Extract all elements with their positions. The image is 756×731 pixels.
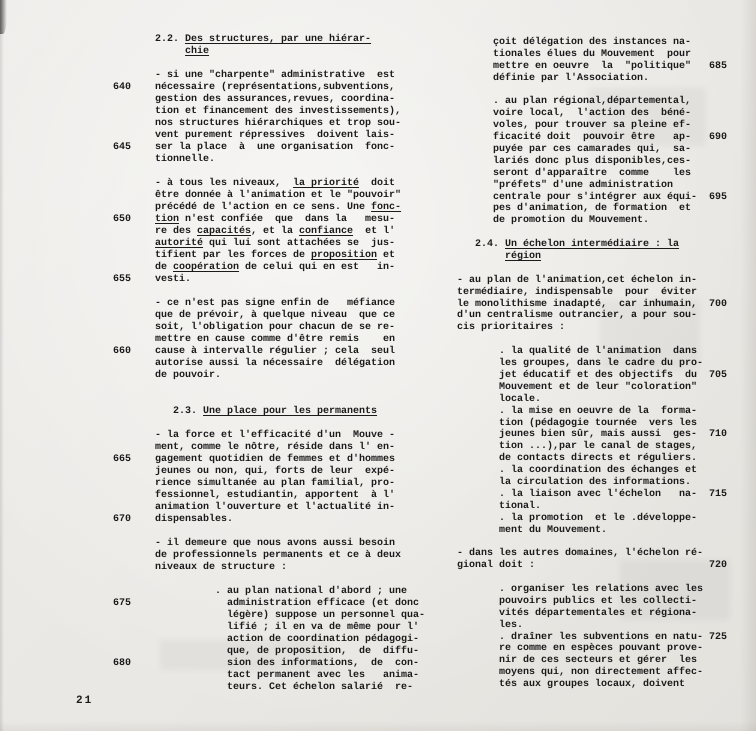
margin-line-number: 670 bbox=[113, 514, 132, 525]
page-number: 21 bbox=[76, 695, 94, 707]
text-line-row bbox=[113, 538, 425, 550]
text-line-row bbox=[113, 394, 425, 406]
text-line: tés aux groupes locaux, doivent bbox=[457, 679, 686, 691]
margin-line-number: 640 bbox=[113, 82, 132, 93]
text-line-row bbox=[457, 108, 727, 120]
text-line: 2.2. Des structures, par une hiérar- bbox=[155, 34, 372, 45]
text-line-row bbox=[457, 227, 727, 239]
text-line-row bbox=[113, 550, 425, 562]
text-line: nir de ces secteurs et gérer les bbox=[457, 655, 698, 667]
text-line-row bbox=[113, 382, 425, 394]
margin-line-number: 725 bbox=[709, 631, 728, 643]
text-line: que, de proposition, de diffu- bbox=[155, 646, 420, 657]
text-line: tion (pédagogie tournée vers les bbox=[457, 417, 698, 429]
text-line-row bbox=[457, 572, 727, 584]
text-line-row bbox=[457, 180, 727, 192]
text-line: ment du Mouvement. bbox=[457, 524, 608, 536]
text-line: vent purement répressives doivent lais- bbox=[155, 130, 396, 141]
text-line: autorise aussi la nécessaire délégation bbox=[155, 358, 396, 369]
text-line-row bbox=[457, 596, 727, 608]
text-line-row bbox=[113, 334, 425, 346]
text-line-row bbox=[113, 634, 425, 646]
text-line-row bbox=[113, 226, 425, 238]
text-line: niveaux de structure : bbox=[155, 562, 288, 573]
underlined-text: tion bbox=[155, 214, 180, 225]
text-line: sion des informations, de con- bbox=[155, 658, 420, 669]
underlined-text: autorité bbox=[155, 238, 204, 249]
text-line-row bbox=[113, 574, 425, 586]
text-line-row bbox=[457, 489, 727, 501]
text-line-row bbox=[113, 442, 425, 454]
text-line: - dans les autres domaines, l'échelon ré- bbox=[457, 548, 704, 560]
text-line: voire local, l'action des béné- bbox=[457, 108, 692, 120]
text-line-row bbox=[113, 526, 425, 538]
text-line: . au plan régional,départemental, bbox=[457, 96, 692, 108]
text-line-row bbox=[113, 658, 425, 670]
text-line bbox=[457, 251, 709, 263]
text-line: çoit délégation des instances na- bbox=[457, 37, 692, 48]
text-line-row bbox=[457, 501, 727, 513]
text-line-row bbox=[113, 298, 425, 310]
text-line: . draîner les subventions en natu- bbox=[457, 631, 704, 643]
margin-line-number: 680 bbox=[113, 658, 132, 669]
margin-line-number: 685 bbox=[709, 60, 728, 72]
text-line-row bbox=[113, 178, 425, 190]
text-line-row bbox=[113, 238, 425, 250]
text-line-row bbox=[457, 465, 727, 477]
text-line: soit, l'obligation pour chacun de se re- bbox=[155, 322, 396, 333]
text-line-row bbox=[113, 466, 425, 478]
margin-line-number: 700 bbox=[709, 298, 728, 310]
text-line-row bbox=[457, 263, 727, 275]
text-line-row bbox=[113, 598, 425, 610]
text-line-row bbox=[457, 287, 727, 299]
text-line: . la liaison avec l'échelon na- bbox=[457, 488, 698, 500]
text-line-row bbox=[113, 502, 425, 514]
text-line-row bbox=[113, 490, 425, 502]
underlined-text: coopération bbox=[173, 262, 240, 273]
margin-line-number: 650 bbox=[113, 214, 132, 225]
text-line: légère) suppose un personnel qua- bbox=[155, 610, 426, 621]
text-line: jet éducatif et des objectifs du bbox=[457, 369, 698, 381]
text-line: . au plan national d'abord ; une bbox=[155, 586, 408, 597]
text-line-row bbox=[113, 358, 425, 370]
text-line: . la promotion et le .développe- bbox=[457, 512, 698, 524]
text-line-row bbox=[457, 299, 727, 311]
text-line: pouvoirs publics et les collecti- bbox=[457, 595, 698, 607]
text-line-row bbox=[457, 120, 727, 132]
text-line: le monolithisme inadapté, car inhumain, bbox=[457, 298, 698, 310]
underlined-text: fonc- bbox=[371, 202, 402, 213]
margin-line-number: 695 bbox=[709, 191, 728, 203]
text-line: ser la place à une organisation fonc- bbox=[155, 142, 396, 153]
text-line: termédiaire, indispensable pour éviter bbox=[457, 286, 698, 298]
text-line: tifient par les forces de proposition et bbox=[155, 250, 396, 261]
text-line-row bbox=[113, 562, 425, 574]
underlined-text: proposition bbox=[311, 250, 378, 261]
text-line: - au plan de l'animation,cet échelon in- bbox=[457, 274, 698, 286]
text-line-row bbox=[457, 156, 727, 168]
text-line: ment, comme le nôtre, réside dans l' en- bbox=[155, 442, 396, 453]
left-text-column bbox=[113, 34, 425, 694]
text-line: fessionnel, estudiantin, apportent à l' bbox=[155, 490, 396, 501]
text-line: mettre en cause comme d'être remis en bbox=[155, 334, 396, 345]
text-line-row bbox=[113, 346, 425, 358]
text-line-row bbox=[457, 394, 727, 406]
text-line: mettre en oeuvre la "politique" bbox=[457, 60, 692, 72]
margin-line-number: 710 bbox=[709, 429, 728, 441]
text-line: moyens qui, non directement affec- bbox=[457, 667, 704, 679]
text-line-row bbox=[113, 142, 425, 154]
margin-line-number: 720 bbox=[709, 560, 728, 572]
text-line-row bbox=[113, 262, 425, 274]
underlined-text: capacités bbox=[197, 226, 252, 237]
text-line: Mouvement et de leur "coloration" bbox=[457, 381, 698, 393]
text-line-row bbox=[457, 192, 727, 204]
text-line-row bbox=[457, 608, 727, 620]
margin-line-number: 675 bbox=[113, 598, 132, 609]
text-line-row bbox=[113, 670, 425, 682]
underlined-text: région bbox=[505, 251, 542, 263]
text-line: nécessaire (représentations,subventions, bbox=[155, 82, 396, 93]
margin-line-number: 655 bbox=[113, 274, 132, 285]
text-line-row bbox=[457, 620, 727, 632]
text-line: que de prévoir, à quelque niveau que ce bbox=[155, 310, 396, 321]
text-line-row bbox=[113, 406, 425, 418]
text-line-row bbox=[457, 96, 727, 108]
text-line: de pouvoir. bbox=[155, 370, 222, 381]
text-line-row bbox=[113, 70, 425, 82]
text-line-row bbox=[113, 274, 425, 286]
text-line-row bbox=[113, 682, 425, 694]
text-line-row bbox=[457, 358, 727, 370]
text-line: tact permanent avec les anima- bbox=[155, 670, 420, 681]
scan-edge-shadow-right bbox=[740, 0, 756, 731]
text-line-row bbox=[113, 430, 425, 442]
text-line-row bbox=[113, 250, 425, 262]
text-line-row bbox=[457, 643, 727, 655]
text-line bbox=[155, 46, 209, 58]
text-line-row bbox=[113, 286, 425, 298]
text-line-row bbox=[457, 73, 727, 85]
scan-edge-shadow-bottom bbox=[0, 721, 756, 731]
text-line: vesti. bbox=[155, 274, 192, 285]
text-line: autorité qui lui sont attachées se jus- bbox=[155, 238, 396, 249]
text-line: cis prioritaires : bbox=[457, 322, 566, 334]
text-line: les groupes, dans le cadre du pro- bbox=[457, 358, 704, 370]
text-line-row bbox=[457, 203, 727, 215]
text-line-row bbox=[113, 46, 425, 58]
text-line-row bbox=[457, 85, 727, 97]
text-line-row bbox=[113, 310, 425, 322]
text-line: administration efficace (et donc bbox=[155, 598, 420, 609]
text-line-row bbox=[457, 251, 727, 263]
text-line: définie par l'Association. bbox=[457, 72, 650, 84]
text-line: seront d'apparaître comme les bbox=[457, 167, 692, 179]
text-line: action de coordination pédagogi- bbox=[155, 634, 420, 645]
underlined-text: Un échelon intermédiaire : la bbox=[505, 239, 680, 251]
text-line-row bbox=[457, 584, 727, 596]
underlined-text: Une place pour les permanents bbox=[203, 406, 378, 417]
text-line: dispensables. bbox=[155, 514, 234, 525]
text-line-row bbox=[113, 82, 425, 94]
text-line: tion ...),par le canal de stages, bbox=[457, 441, 698, 453]
text-line-row bbox=[113, 130, 425, 142]
text-line: de contacts directs et réguliers. bbox=[457, 453, 698, 465]
text-line: locale. bbox=[457, 393, 542, 405]
text-line-row bbox=[457, 679, 727, 691]
text-line-row bbox=[113, 154, 425, 166]
text-line-row bbox=[457, 536, 727, 548]
text-line-row bbox=[113, 622, 425, 634]
margin-line-number: 665 bbox=[113, 454, 132, 465]
text-line: tion et financement des investissements), bbox=[155, 106, 402, 117]
text-line-row bbox=[113, 106, 425, 118]
text-line: - la force et l'efficacité d'un Mouve - bbox=[155, 430, 396, 441]
text-line-row bbox=[457, 418, 727, 430]
text-line: "préfets" d'une administration bbox=[457, 179, 674, 191]
text-line: centrale pour s'intégrer aux équi- bbox=[457, 191, 698, 203]
text-line: jeunes ou non, qui, forts de leur expé- bbox=[155, 466, 396, 477]
text-line-row bbox=[457, 513, 727, 525]
text-line-row bbox=[457, 334, 727, 346]
underlined-text: confiance bbox=[299, 226, 354, 237]
text-line: de promotion du Mouvement. bbox=[457, 215, 650, 227]
text-line-row bbox=[457, 667, 727, 679]
text-line: 2.3. Une place pour les permanents bbox=[155, 406, 378, 417]
text-line-row bbox=[457, 453, 727, 465]
text-line-row bbox=[113, 646, 425, 658]
text-line: . organiser les relations avec les bbox=[457, 583, 704, 595]
text-line: gional doit : bbox=[457, 560, 536, 572]
text-line: teurs. Cet échelon salarié re- bbox=[155, 682, 414, 693]
text-line-row bbox=[457, 525, 727, 537]
text-line-row bbox=[113, 118, 425, 130]
text-line-row bbox=[457, 346, 727, 358]
margin-line-number: 715 bbox=[709, 488, 728, 500]
text-line-row bbox=[457, 370, 727, 382]
text-line-row bbox=[113, 34, 425, 46]
text-line: être donnée à l'animation et le "pouvoir" bbox=[155, 190, 402, 201]
underlined-text: la priorité bbox=[293, 178, 360, 189]
text-line: tionales élues du Mouvement pour bbox=[457, 48, 692, 60]
text-line: la circulation des informations. bbox=[457, 476, 692, 488]
text-line-row bbox=[457, 37, 727, 49]
text-line: gagement quotidien de femmes et d'hommes bbox=[155, 454, 396, 465]
text-line-row bbox=[457, 168, 727, 180]
text-line: gestion des assurances,revues, coordina- bbox=[155, 94, 396, 105]
margin-line-number: 690 bbox=[709, 132, 728, 144]
text-line: . la mise en oeuvre de la forma- bbox=[457, 405, 698, 417]
text-line-row bbox=[113, 202, 425, 214]
text-line-row bbox=[113, 478, 425, 490]
text-line-row bbox=[113, 214, 425, 226]
text-line-row bbox=[113, 58, 425, 70]
text-line: de professionnels permanents et ce à deux bbox=[155, 550, 402, 561]
text-line: . la qualité de l'animation dans bbox=[457, 346, 698, 358]
text-line: puyée par ces camarades qui, sa- bbox=[457, 144, 692, 156]
text-line: - si une "charpente" administrative est bbox=[155, 70, 396, 81]
text-line: re des capacités, et la confiance et l' bbox=[155, 226, 396, 237]
text-line: cause à intervalle régulier ; cela seul bbox=[155, 346, 396, 357]
scan-edge-shadow-left bbox=[0, 0, 4, 731]
text-line-row bbox=[457, 132, 727, 144]
text-line: vités départementales et régiona- bbox=[457, 607, 698, 619]
text-line: ficacité doit pouvoir être ap- bbox=[457, 132, 692, 144]
text-line-row bbox=[457, 61, 727, 73]
text-line: d'un centralisme outrancier, a pour sou- bbox=[457, 310, 698, 322]
text-line-row bbox=[457, 429, 727, 441]
text-line: rience simultanée au plan familial, pro- bbox=[155, 478, 396, 489]
text-line: animation l'ouverture et l'actualité in- bbox=[155, 502, 396, 513]
text-line: lariés donc plus disponibles,ces- bbox=[457, 155, 692, 167]
text-line-row bbox=[113, 322, 425, 334]
underlined-text: chie bbox=[185, 46, 210, 57]
text-line-row bbox=[457, 382, 727, 394]
text-line: voles, pour trouver sa pleine ef- bbox=[457, 120, 692, 132]
text-line-row bbox=[113, 586, 425, 598]
text-line-row bbox=[457, 548, 727, 560]
text-line: précédé de l'action en ce sens. Une fonc- bbox=[155, 202, 402, 213]
text-line: . la coordination des échanges et bbox=[457, 465, 698, 477]
text-line: jeunes bien sûr, mais aussi ges- bbox=[457, 429, 698, 441]
text-line: nos structures hiérarchiques et trop sou- bbox=[155, 118, 402, 129]
text-line: tionnelle. bbox=[155, 154, 216, 165]
text-line: re comme en espèces pouvant prove- bbox=[457, 643, 704, 655]
text-line-row bbox=[457, 655, 727, 667]
text-line-row bbox=[457, 632, 727, 644]
margin-line-number: 705 bbox=[709, 369, 728, 381]
text-line: 2.4. Un échelon intermédiaire : la bbox=[457, 239, 680, 251]
text-line-row bbox=[457, 322, 727, 334]
text-line-row bbox=[113, 454, 425, 466]
text-line: pes d'animation, de formation et bbox=[457, 203, 692, 215]
text-line: - il demeure que nous avons aussi besoin bbox=[155, 538, 396, 549]
text-line-row bbox=[457, 310, 727, 322]
text-line-row bbox=[457, 215, 727, 227]
text-line-row bbox=[457, 560, 727, 572]
text-line-row bbox=[113, 514, 425, 526]
text-line-row bbox=[113, 94, 425, 106]
text-line-row bbox=[457, 406, 727, 418]
right-text-column bbox=[457, 37, 727, 691]
text-line: tion n'est confiée que dans la mesu- bbox=[155, 214, 396, 225]
underlined-text: Des structures, par une hiérar- bbox=[185, 34, 372, 45]
text-line-row bbox=[113, 190, 425, 202]
text-line: - à tous les niveaux, la priorité doit bbox=[155, 178, 396, 189]
text-line: de coopération de celui qui en est in- bbox=[155, 262, 396, 273]
text-line-row bbox=[457, 144, 727, 156]
text-line-row bbox=[113, 166, 425, 178]
text-line-row bbox=[457, 275, 727, 287]
text-line-row bbox=[457, 239, 727, 251]
text-line-row bbox=[113, 370, 425, 382]
text-line-row bbox=[457, 477, 727, 489]
text-line-row bbox=[457, 49, 727, 61]
text-line: lifié ; il en va de même pour l' bbox=[155, 622, 420, 633]
text-line-row bbox=[457, 441, 727, 453]
margin-line-number: 660 bbox=[113, 346, 132, 357]
text-line-row bbox=[113, 418, 425, 430]
margin-line-number: 645 bbox=[113, 142, 132, 153]
text-line: - ce n'est pas signe enfin de méfiance bbox=[155, 298, 396, 309]
text-line: les. bbox=[457, 619, 524, 631]
text-line: tional. bbox=[457, 500, 542, 512]
text-line-row bbox=[113, 610, 425, 622]
